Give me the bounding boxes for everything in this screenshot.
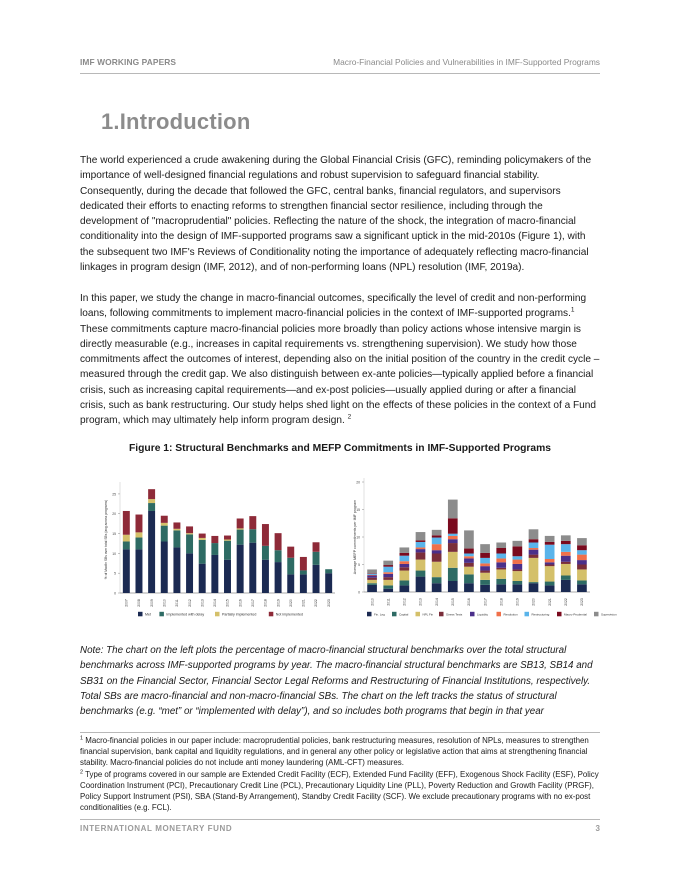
bar-segment-fin-leg-2012 — [400, 585, 410, 592]
footnote-2-text: Type of programs covered in our sample are Extended Credit Facility (ECF), Extended Fund Facility (EFF), Exogenous Shock Facility (ESF), Policy Coordination Instrument (PCI), Precautionary Credit Line (PCL), Precautionary Liquidity Line (PLL), Poverty Reduction and Growth Facility (PRGF), Policy Support Instrument (PSI), SBA (Stand-By Arrangement), Standby Credit Facility (SCF). We exclude precautionary programs with no ex-post conditionalities (e.g. FCL). — [80, 770, 599, 813]
bar-segment-not-implemented-2018 — [262, 524, 269, 546]
bar-segment-supervision-2010 — [367, 569, 377, 573]
bar-segment-implemented-with-delay-2010 — [161, 526, 168, 542]
bar-segment-restructuring-2023 — [577, 550, 587, 554]
y-tick-label: 0 — [358, 590, 360, 595]
bar-segment-liquidity-2023 — [577, 560, 587, 564]
x-tick-label: 2013 — [200, 599, 205, 607]
bar-segment-supervision-2012 — [400, 547, 410, 553]
bar-segment-fin-leg-2013 — [416, 577, 426, 592]
bar-segment-capital-2021 — [545, 582, 555, 586]
bar-segment-npl-fin-2020 — [529, 558, 539, 582]
legend-label-restructuring: Restructuring — [531, 612, 550, 617]
bar-segment-npl-fin-2012 — [400, 571, 410, 581]
bar-segment-liquidity-2011 — [383, 574, 393, 577]
x-tick-label: 2015 — [450, 598, 455, 606]
page-footer — [80, 819, 600, 836]
bar-segment-met-2013 — [199, 564, 206, 593]
bar-segment-implemented-with-delay-2007 — [123, 541, 130, 549]
bar-segment-resolution-2015 — [448, 536, 458, 539]
x-tick-label: 2009 — [149, 599, 154, 607]
legend-swatch-macro-prudential — [557, 612, 562, 617]
x-tick-label: 2012 — [187, 599, 192, 607]
bar-segment-supervision-2011 — [383, 561, 393, 565]
footnote-1-mark: 1 — [80, 735, 84, 742]
bar-segment-implemented-with-delay-2009 — [148, 503, 155, 511]
x-tick-label: 2022 — [563, 598, 568, 606]
bar-segment-partially-implemented-2012 — [186, 533, 193, 534]
legend-label-not-implemented: Not implemented — [275, 612, 303, 617]
bar-segment-restructuring-2017 — [480, 558, 490, 564]
y-tick-label: 15 — [112, 532, 116, 537]
x-tick-label: 2014 — [213, 599, 218, 607]
legend-swatch-not-implemented — [269, 612, 274, 617]
bar-segment-stress-tests-2019 — [513, 569, 523, 571]
bar-segment-met-2016 — [237, 545, 244, 593]
bar-segment-resolution-2010 — [367, 575, 377, 576]
bar-segment-partially-implemented-2015 — [224, 540, 231, 541]
legend-label-met: Met — [145, 612, 151, 617]
bar-segment-partially-implemented-2008 — [135, 532, 142, 537]
y-tick-label: 10 — [356, 535, 360, 540]
bar-segment-liquidity-2022 — [561, 556, 571, 562]
bar-segment-resolution-2020 — [529, 548, 539, 550]
bar-segment-not-implemented-2009 — [148, 489, 155, 499]
bar-segment-capital-2014 — [432, 577, 442, 583]
bar-segment-not-implemented-2022 — [313, 542, 320, 552]
running-header — [80, 55, 600, 74]
bar-segment-fin-leg-2023 — [577, 584, 587, 592]
bar-segment-implemented-with-delay-2017 — [249, 529, 256, 542]
bar-segment-macro-prudential-2013 — [416, 540, 426, 542]
bar-segment-liquidity-2013 — [416, 549, 426, 552]
bar-segment-liquidity-2018 — [496, 562, 506, 568]
x-tick-label: 2022 — [314, 599, 319, 607]
bar-segment-restructuring-2015 — [448, 534, 458, 536]
bar-segment-liquidity-2020 — [529, 550, 539, 555]
legend-label-implemented-with-delay: Implemented with delay — [166, 612, 205, 617]
bar-segment-supervision-2018 — [496, 543, 506, 549]
bar-segment-supervision-2020 — [529, 529, 539, 539]
y-axis-label: Average MEFP commitments per IMF program — [353, 499, 357, 575]
bar-segment-liquidity-2019 — [513, 564, 523, 570]
y-tick-label: 15 — [356, 508, 360, 512]
x-tick-label: 2021 — [301, 599, 306, 607]
bar-segment-liquidity-2012 — [400, 564, 410, 567]
bar-segment-not-implemented-2020 — [287, 547, 294, 558]
bar-segment-fin-leg-2011 — [383, 589, 393, 592]
x-tick-label: 2018 — [499, 598, 504, 606]
bar-segment-npl-fin-2016 — [464, 567, 474, 575]
paragraph-2-text-b: These commitments capture macro-financial policies more broadly than policy actions whose intensive margin is directly measurable (e.g., increases in capital requirements vs. strengthening supervision). We study how those commitments affect the outcomes of interest, depending also on the initial position of the country in the credit cycle – measured through the credit gap. We also distinguish between ex-ante policies—typically applied before a financial crisis, such as increasing capital requirements—and ex-post policies—usually applied during or after a financial crisis, such as bank restructuring. Our study helps shed light on the effects of these policies in the context of a Fund program, which may ultimately help inform program design. — [80, 323, 600, 427]
legend-swatch-supervision — [594, 612, 599, 617]
bar-segment-not-implemented-2016 — [237, 518, 244, 528]
bar-segment-partially-implemented-2009 — [148, 499, 155, 503]
paragraph-2 — [80, 291, 602, 429]
legend-label-stress-tests: Stress Tests — [446, 612, 463, 617]
bar-segment-fin-leg-2021 — [545, 585, 555, 592]
bar-segment-restructuring-2020 — [529, 543, 539, 549]
bar-segment-restructuring-2019 — [513, 556, 523, 559]
bar-segment-met-2014 — [211, 555, 218, 593]
figure-title: Figure 1: Structural Benchmarks and MEFP Commitments in IMF-Supported Programs — [128, 443, 552, 454]
bar-segment-capital-2018 — [496, 579, 506, 585]
legend-swatch-liquidity — [470, 612, 475, 617]
bar-segment-resolution-2017 — [480, 563, 490, 566]
bar-segment-met-2022 — [313, 565, 320, 593]
bar-segment-supervision-2019 — [513, 541, 523, 547]
bar-segment-resolution-2013 — [416, 547, 426, 549]
bar-segment-implemented-with-delay-2022 — [313, 552, 320, 565]
bar-segment-partially-implemented-2013 — [199, 538, 206, 540]
legend-swatch-implemented-with-delay — [159, 612, 164, 617]
bar-segment-supervision-2014 — [432, 530, 442, 536]
bar-segment-restructuring-2010 — [367, 574, 377, 575]
legend-swatch-capital — [392, 612, 397, 617]
footnote-1-text: Macro-financial policies in our paper include: macroprudential policies, bank restructuring measures, resolution of NPLs, measures to strengthen financial supervision, bank capital and liquidity regulations, and in general any other policy or legislative action that aims at strengthening financial stability. Macro-financial policies do not include anti money laundering (AML-CFT) measures. — [80, 736, 589, 768]
bar-segment-fin-leg-2010 — [367, 585, 377, 592]
bar-segment-restructuring-2016 — [464, 554, 474, 557]
bar-segment-not-implemented-2017 — [249, 516, 256, 529]
bar-segment-capital-2023 — [577, 580, 587, 584]
bar-segment-implemented-with-delay-2016 — [237, 530, 244, 545]
bar-segment-stress-tests-2010 — [367, 578, 377, 580]
bar-segment-fin-leg-2018 — [496, 584, 506, 592]
bar-segment-supervision-2013 — [416, 532, 426, 540]
bar-segment-macro-prudential-2017 — [480, 553, 490, 558]
footer-org: INTERNATIONAL MONETARY FUND — [80, 824, 233, 833]
legend-swatch-restructuring — [525, 612, 530, 617]
bar-segment-npl-fin-2018 — [496, 569, 506, 578]
bar-segment-stress-tests-2011 — [383, 577, 393, 580]
bar-segment-stress-tests-2022 — [561, 562, 571, 564]
legend-label-supervision: Supervision — [601, 612, 617, 617]
x-tick-label: 2015 — [225, 599, 230, 607]
bar-segment-implemented-with-delay-2020 — [287, 558, 294, 575]
page-number: 3 — [595, 824, 600, 833]
chart-left-svg — [90, 470, 340, 630]
y-tick-label: 0 — [114, 591, 116, 596]
x-tick-label: 2007 — [124, 599, 129, 607]
bar-segment-macro-prudential-2021 — [545, 542, 555, 545]
bar-segment-stress-tests-2020 — [529, 555, 539, 558]
legend-swatch-met — [138, 612, 143, 617]
bar-segment-npl-fin-2017 — [480, 573, 490, 580]
bar-segment-fin-leg-2020 — [529, 583, 539, 592]
bar-segment-macro-prudential-2011 — [383, 565, 393, 567]
bar-segment-supervision-2022 — [561, 535, 571, 541]
bar-segment-stress-tests-2012 — [400, 567, 410, 570]
x-tick-label: 2019 — [515, 598, 520, 606]
y-tick-label: 5 — [358, 563, 360, 567]
x-tick-label: 2008 — [137, 599, 142, 607]
bar-segment-met-2015 — [224, 560, 231, 593]
bar-segment-not-implemented-2019 — [275, 533, 282, 550]
bar-segment-restructuring-2021 — [545, 545, 555, 559]
legend-swatch-stress-tests — [439, 612, 444, 617]
bar-segment-not-implemented-2014 — [211, 536, 218, 543]
bar-segment-implemented-with-delay-2019 — [275, 550, 282, 562]
series-name: IMF WORKING PAPERS — [80, 57, 177, 67]
bar-segment-capital-2020 — [529, 582, 539, 583]
bar-segment-supervision-2021 — [545, 536, 555, 542]
x-tick-label: 2012 — [402, 598, 407, 606]
bar-segment-stress-tests-2014 — [432, 554, 442, 562]
bar-segment-npl-fin-2021 — [545, 566, 555, 581]
legend-label-resolution: Resolution — [503, 612, 518, 617]
bar-segment-restructuring-2018 — [496, 554, 506, 559]
bar-segment-npl-fin-2015 — [448, 552, 458, 568]
bar-segment-implemented-with-delay-2021 — [300, 570, 307, 574]
y-tick-label: 25 — [112, 492, 116, 497]
x-tick-label: 2023 — [326, 599, 331, 607]
bar-segment-fin-leg-2019 — [513, 584, 523, 592]
bar-segment-capital-2022 — [561, 576, 571, 580]
legend-swatch-resolution — [497, 612, 502, 617]
bar-segment-capital-2019 — [513, 581, 523, 584]
bar-segment-implemented-with-delay-2023 — [325, 569, 332, 573]
x-tick-label: 2010 — [370, 598, 375, 606]
x-tick-label: 2011 — [175, 599, 180, 607]
legend-label-capital: Capital — [399, 612, 409, 617]
bar-segment-macro-prudential-2019 — [513, 546, 523, 556]
y-tick-label: 20 — [112, 512, 116, 517]
bar-segment-met-2021 — [300, 574, 307, 593]
x-tick-label: 2016 — [467, 598, 472, 606]
bar-segment-implemented-with-delay-2013 — [199, 540, 206, 564]
bar-segment-implemented-with-delay-2015 — [224, 541, 231, 560]
footnote-2 — [80, 769, 602, 813]
bar-segment-not-implemented-2013 — [199, 534, 206, 538]
bar-segment-not-implemented-2012 — [186, 526, 193, 533]
bar-segment-capital-2013 — [416, 571, 426, 577]
legend-label-partially-implemented: Partially implemented — [222, 612, 257, 617]
bar-segment-macro-prudential-2023 — [577, 545, 587, 550]
bar-segment-macro-prudential-2016 — [464, 549, 474, 554]
x-tick-label: 2020 — [531, 598, 536, 606]
paper-title: Macro-Financial Policies and Vulnerabilities in IMF-Supported Programs — [333, 57, 600, 67]
bar-segment-stress-tests-2016 — [464, 563, 474, 567]
bar-segment-fin-leg-2014 — [432, 583, 442, 592]
bar-segment-implemented-with-delay-2018 — [262, 546, 269, 560]
bar-segment-supervision-2015 — [448, 500, 458, 519]
bar-segment-liquidity-2015 — [448, 539, 458, 543]
bar-segment-implemented-with-delay-2008 — [135, 538, 142, 550]
bar-segment-resolution-2018 — [496, 558, 506, 562]
bar-segment-stress-tests-2017 — [480, 571, 490, 573]
figure-note: Note: The chart on the left plots the percentage of macro-financial structural benchmarks over the total structural benchmarks across IMF-supported programs by year. The macro-financial structural benchmarks are SB13, SB14 and SB31 on the Financial Sector, Financial Sector Legal Reforms and Restructuring of Financial Institutions, respectively. Total SBs are macro-financial and non-macro-financial SBs. The chart on the left tracks the status of structural benchmarks (e.g. “met” or “implemented with delay”), and so includes both programs that begin in that year — [80, 645, 593, 718]
bar-segment-liquidity-2021 — [545, 562, 555, 564]
bar-segment-met-2019 — [275, 562, 282, 593]
bar-segment-not-implemented-2015 — [224, 536, 231, 540]
bar-segment-not-implemented-2021 — [300, 557, 307, 570]
bar-segment-supervision-2017 — [480, 544, 490, 553]
legend-label-npl-fin: NPL Fin — [422, 612, 434, 617]
bar-segment-met-2007 — [123, 549, 130, 593]
bar-segment-met-2010 — [161, 541, 168, 593]
bar-segment-stress-tests-2023 — [577, 565, 587, 570]
bar-segment-capital-2015 — [448, 568, 458, 581]
legend-swatch-fin-leg — [367, 612, 372, 617]
chart-right-svg — [345, 470, 617, 630]
bar-segment-not-implemented-2007 — [123, 511, 130, 535]
bar-segment-macro-prudential-2020 — [529, 539, 539, 542]
bar-segment-not-implemented-2008 — [135, 515, 142, 533]
bar-segment-capital-2010 — [367, 583, 377, 585]
bar-segment-fin-leg-2017 — [480, 585, 490, 592]
bar-segment-npl-fin-2022 — [561, 564, 571, 576]
bar-segment-restructuring-2022 — [561, 544, 571, 552]
bar-segment-liquidity-2017 — [480, 566, 490, 570]
bar-segment-npl-fin-2011 — [383, 580, 393, 586]
bar-segment-met-2012 — [186, 553, 193, 593]
bar-segment-npl-fin-2023 — [577, 569, 587, 580]
x-tick-label: 2014 — [434, 598, 439, 606]
bar-segment-npl-fin-2019 — [513, 571, 523, 581]
x-tick-label: 2011 — [386, 598, 391, 606]
bar-segment-met-2008 — [135, 549, 142, 593]
bar-segment-capital-2017 — [480, 580, 490, 585]
bar-segment-fin-leg-2015 — [448, 581, 458, 592]
bar-segment-implemented-with-delay-2012 — [186, 534, 193, 553]
bar-segment-npl-fin-2013 — [416, 560, 426, 571]
bar-segment-stress-tests-2013 — [416, 552, 426, 559]
bar-segment-met-2020 — [287, 574, 294, 593]
legend-swatch-npl-fin — [416, 612, 421, 617]
x-tick-label: 2013 — [418, 598, 423, 606]
x-tick-label: 2023 — [580, 598, 585, 606]
bar-segment-not-implemented-2010 — [161, 516, 168, 523]
bar-segment-partially-implemented-2011 — [173, 529, 180, 531]
bar-segment-resolution-2021 — [545, 559, 555, 562]
bar-segment-restructuring-2013 — [416, 542, 426, 548]
x-tick-label: 2016 — [238, 599, 243, 607]
bar-segment-met-2017 — [249, 543, 256, 593]
legend-swatch-partially-implemented — [215, 612, 220, 617]
bar-segment-partially-implemented-2010 — [161, 523, 168, 526]
bar-segment-resolution-2016 — [464, 556, 474, 558]
chart-mefp-commitments — [345, 470, 617, 630]
x-tick-label: 2020 — [288, 599, 293, 607]
x-tick-label: 2019 — [276, 599, 281, 607]
bar-segment-stress-tests-2015 — [448, 543, 458, 552]
bar-segment-implemented-with-delay-2014 — [211, 543, 218, 555]
bar-segment-liquidity-2016 — [464, 558, 474, 562]
bar-segment-macro-prudential-2014 — [432, 535, 442, 537]
bar-segment-liquidity-2014 — [432, 550, 442, 553]
legend-label-liquidity: Liquidity — [477, 612, 489, 617]
y-tick-label: 10 — [112, 551, 116, 556]
bar-segment-resolution-2023 — [577, 555, 587, 561]
bar-segment-macro-prudential-2022 — [561, 541, 571, 544]
x-tick-label: 2021 — [547, 598, 552, 606]
footnote-1 — [80, 735, 602, 768]
bar-segment-resolution-2012 — [400, 561, 410, 564]
paragraph-2-text-a: In this paper, we study the change in macro-financial outcomes, specifically the level of credit and non-performing loans, following commitments to implement macro-financial policies in the context of IMF-supported programs. — [80, 293, 587, 320]
x-tick-label: 2010 — [162, 599, 167, 607]
section-title: 1.Introduction — [101, 109, 251, 134]
bar-segment-macro-prudential-2012 — [400, 553, 410, 556]
bar-segment-implemented-with-delay-2011 — [173, 530, 180, 547]
bar-segment-met-2009 — [148, 511, 155, 593]
bar-segment-capital-2011 — [383, 585, 393, 588]
bar-segment-npl-fin-2010 — [367, 580, 377, 583]
bar-segment-not-implemented-2011 — [173, 522, 180, 528]
bar-segment-macro-prudential-2018 — [496, 548, 506, 554]
footnote-2-mark: 2 — [80, 769, 84, 776]
bar-segment-npl-fin-2014 — [432, 562, 442, 577]
x-tick-label: 2018 — [263, 599, 268, 607]
bar-segment-capital-2012 — [400, 580, 410, 585]
footnote-ref-1[interactable]: 1 — [570, 306, 575, 314]
bar-segment-met-2018 — [262, 560, 269, 593]
y-tick-label: 5 — [114, 571, 116, 576]
bar-segment-supervision-2023 — [577, 538, 587, 545]
legend-label-macro-prudential: Macro-Prudential — [564, 612, 587, 617]
y-tick-label: 20 — [356, 480, 360, 485]
bar-segment-macro-prudential-2015 — [448, 518, 458, 533]
bar-segment-macro-prudential-2010 — [367, 573, 377, 574]
bar-segment-fin-leg-2022 — [561, 580, 571, 592]
bar-segment-restructuring-2011 — [383, 567, 393, 573]
footnote-ref-2[interactable]: 2 — [347, 414, 352, 422]
bar-segment-resolution-2019 — [513, 560, 523, 564]
bar-segment-resolution-2022 — [561, 552, 571, 556]
bar-segment-restructuring-2012 — [400, 556, 410, 562]
y-axis-label: % of Macfin SBs over total SBs (avg across programs) — [104, 499, 108, 580]
bar-segment-fin-leg-2016 — [464, 583, 474, 592]
bar-segment-restructuring-2014 — [432, 538, 442, 545]
paragraph-1: The world experienced a crude awakening during the Global Financial Crisis (GFC), reminding policymakers of the importance of well-designed financial regulations and robust supervision to safeguard financial stability. Consequently, during the decade that followed the GFC, central banks, financial regulators, and supervisors dedicated their efforts to enacting reforms to strengthen financial sector resilience, including through the development of "macroprudential" policies. Reflecting the nature of the shock, the integration of macro-financial conditionality into the design of IMF-supported programs saw a significant uptick in the mid-2010s (Figure 1), with the subsequent two IMF's Reviews of Conditionality noting the importance of adequately reflecting macro-financial linkages in program design (IMF, 2012), and of non-performing loans (NPL) resolution (IMF, 2019a). — [80, 155, 592, 274]
footnote-divider — [80, 732, 600, 733]
bar-segment-stress-tests-2018 — [496, 568, 506, 570]
bar-segment-met-2023 — [325, 573, 332, 593]
bar-segment-liquidity-2010 — [367, 576, 377, 578]
chart-structural-benchmarks — [90, 470, 340, 630]
bar-segment-resolution-2011 — [383, 572, 393, 574]
bar-segment-resolution-2014 — [432, 544, 442, 550]
legend-label-fin-leg: Fin. Leg — [374, 612, 385, 617]
x-tick-label: 2017 — [250, 599, 255, 607]
bar-segment-partially-implemented-2016 — [237, 528, 244, 529]
bar-segment-supervision-2016 — [464, 530, 474, 548]
bar-segment-stress-tests-2021 — [545, 565, 555, 567]
bar-segment-partially-implemented-2007 — [123, 535, 130, 542]
bar-segment-capital-2016 — [464, 574, 474, 583]
bar-segment-met-2011 — [173, 547, 180, 593]
x-tick-label: 2017 — [483, 598, 488, 606]
